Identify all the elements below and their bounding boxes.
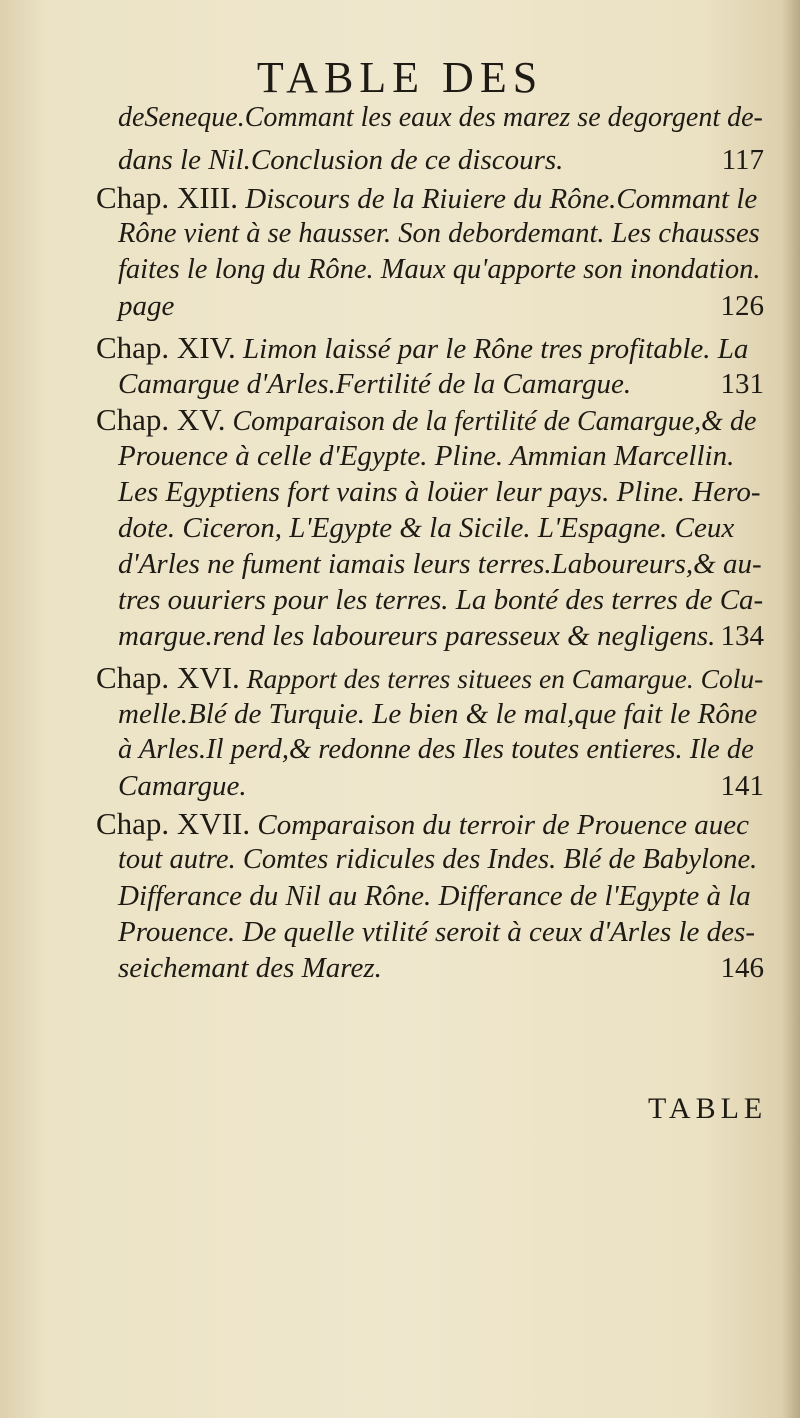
chapter-label: Chap. XV. (96, 402, 226, 437)
page-number: 126 (720, 290, 764, 322)
entry-line: page 126 (118, 290, 764, 322)
entry-line: Rône vient à se hausser. Son debordemant. Les chausses (118, 218, 760, 249)
entry-line: Chap. XVII. Comparaison du terroir de Prouence auec (96, 806, 749, 841)
entry-line: Chap. XVI. Rapport des terres situees en Camargue. Colu- (96, 660, 764, 695)
entry-line: Chap. XIII. Discours de la Riuiere du Rône.Commant le (96, 180, 758, 215)
page-number: 117 (721, 144, 764, 176)
entry-line: margue.rend les laboureurs paresseux & negligens. 134 (118, 620, 764, 652)
entry-line: Camargue d'Arles.Fertilité de la Camargue. 131 (118, 368, 764, 400)
entry-line: dote. Ciceron, L'Egypte & la Sicile. L'Espagne. Ceux (118, 512, 735, 544)
page-number: 131 (720, 368, 764, 400)
entry-line: faites le long du Rône. Maux qu'apporte son inondation. (118, 254, 761, 285)
entry-line: deSeneque.Commant les eaux des marez se degorgent de- (118, 102, 763, 133)
entry-line: dans le Nil.Conclusion de ce discours. 117 (118, 144, 764, 176)
page-edge-shadow (782, 0, 800, 1418)
entry-line: Prouence à celle d'Egypte. Pline. Ammian Marcellin. (118, 440, 735, 472)
entry-line: melle.Blé de Turquie. Le bien & le mal,que fait le Rône (118, 698, 758, 730)
chapter-label: Chap. XVII. (96, 806, 251, 841)
entry-line: tres ouuriers pour les terres. La bonté des terres de Ca- (118, 584, 764, 616)
entry-line: Differance du Nil au Rône. Differance de l'Egypte à la (118, 880, 751, 912)
page-number: 141 (720, 770, 764, 802)
entry-line: seichemant des Marez. 146 (118, 952, 764, 984)
entry-line: d'Arles ne fument iamais leurs terres.Laboureurs,& au- (118, 548, 762, 580)
page-number: 146 (720, 952, 764, 984)
entry-line: Chap. XIV. Limon laissé par le Rône tres profitable. La (96, 330, 749, 365)
page-number: 134 (720, 620, 764, 652)
entry-line: Prouence. De quelle vtilité seroit à ceux d'Arles le des- (118, 916, 755, 948)
chapter-label: Chap. XVI. (96, 660, 240, 695)
entry-line: Chap. XV. Comparaison de la fertilité de Camargue,& de (96, 402, 757, 437)
chapter-label: Chap. XIV. (96, 330, 236, 365)
running-head: TABLE DES (256, 53, 544, 102)
entry-line: Camargue. 141 (118, 770, 764, 802)
chapter-label: Chap. XIII. (96, 180, 239, 215)
entry-line: à Arles.Il perd,& redonne des Iles toutes entieres. Ile de (118, 734, 754, 765)
entry-line: Les Egyptiens fort vains à loüer leur pays. Pline. Hero- (118, 476, 761, 508)
entry-line: tout autre. Comtes ridicules des Indes. Blé de Babylone. (118, 844, 758, 875)
catchword: TABLE (648, 1092, 768, 1125)
